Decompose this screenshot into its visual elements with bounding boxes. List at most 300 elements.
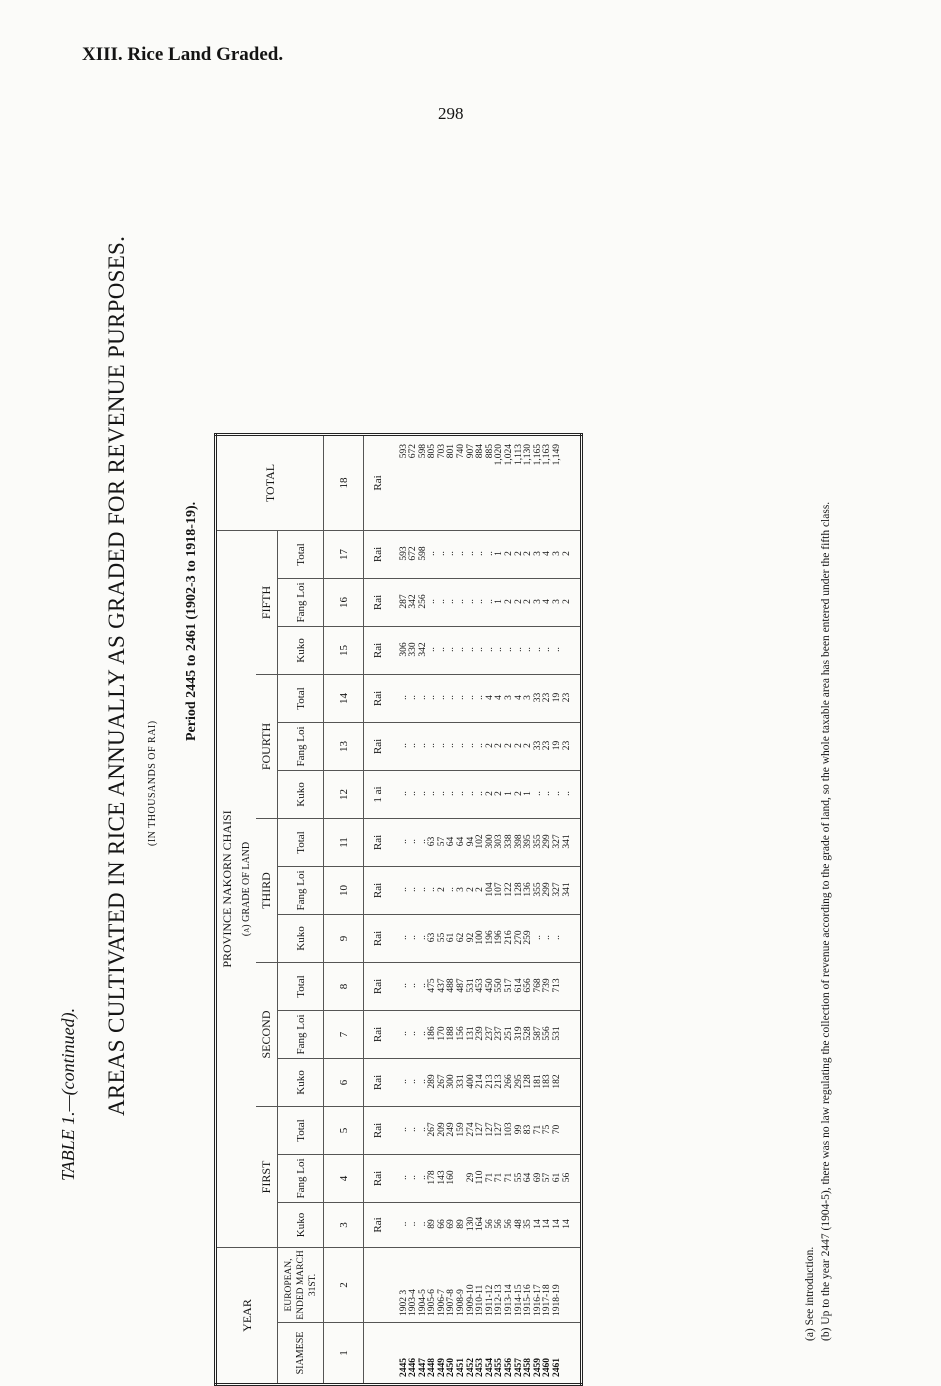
table-cell: .. [484, 551, 495, 556]
table-cell: .. [465, 551, 476, 556]
column-unit: Rai [364, 963, 392, 1011]
table-cell: .. [398, 1221, 409, 1227]
footnote-a: (a) See introduction. [804, 1246, 816, 1341]
table-cell: 1915-16 [523, 1284, 534, 1316]
table-cell: 127 [494, 1122, 505, 1137]
table-cell: 528 [523, 1026, 534, 1041]
table-cell: 69 [446, 1219, 457, 1229]
table-cell: 35 [523, 1219, 534, 1229]
table-cell: .. [398, 1079, 409, 1084]
table-cell: .. [456, 599, 467, 604]
table-cell: 23 [561, 740, 572, 751]
table-cell: 29 [465, 1172, 476, 1183]
table-cell: 14 [552, 1219, 562, 1229]
table-cell: 1916-17 [532, 1284, 543, 1316]
table-cell: 267 [427, 1122, 438, 1137]
table-cell: 2 [513, 743, 524, 748]
sub-header: Total [278, 1107, 324, 1155]
table-cell: 209 [436, 1122, 447, 1137]
rice-land-table [214, 433, 583, 1386]
table-cell: 182 [552, 1074, 562, 1089]
table-cell: 531 [465, 978, 476, 993]
table-cell: .. [417, 887, 428, 892]
table-cell: 2456 [504, 1358, 515, 1377]
table-cell: 593 [398, 546, 409, 561]
column-number: 7 [324, 1011, 364, 1059]
table-cell: .. [532, 791, 543, 796]
table-cell: 102 [475, 834, 486, 849]
table-cell: 2445 [398, 1358, 409, 1377]
table-cell: .. [504, 647, 515, 652]
table-cell: .. [398, 743, 409, 748]
table-cell: 884 [475, 444, 486, 459]
table-cell: 56 [484, 1219, 495, 1229]
table-cell: 1,130 [523, 444, 534, 466]
column-number: 2 [324, 1248, 364, 1323]
grade-third-header: THIRD [256, 819, 278, 963]
column-unit [364, 1323, 392, 1385]
table-cell: 63 [427, 932, 438, 943]
period-label: Period 2445 to 2461 (1902-3 to 1918-19). [184, 501, 199, 741]
table-cell: 289 [427, 1074, 438, 1089]
table-cell: 2 [523, 599, 534, 604]
data-column-7 [392, 1011, 582, 1059]
table-cell: 713 [552, 978, 562, 993]
table-cell: .. [465, 695, 476, 700]
table-cell: 4 [484, 695, 495, 700]
table-cell: 450 [484, 978, 495, 993]
column-number: 9 [324, 915, 364, 963]
data-column-12 [392, 771, 582, 819]
column-number: 5 [324, 1107, 364, 1155]
footnote-b: (b) Up to the year 2447 (1904-5), there was no law regulating the collection of revenue according to the grade of land, so the whole taxable area has been entered under the fifth class. [820, 501, 832, 1341]
table-cell: 3 [504, 695, 515, 700]
table-cell: 295 [513, 1074, 524, 1089]
table-cell: .. [456, 647, 467, 652]
table-cell: .. [417, 1127, 428, 1132]
table-cell: 62 [456, 932, 467, 943]
table-cell: .. [552, 647, 562, 652]
table-cell: 61 [552, 1172, 562, 1183]
table-cell: 2451 [456, 1358, 467, 1377]
page-number: 298 [438, 104, 464, 123]
column-number: 17 [324, 531, 364, 579]
table-cell: 128 [523, 1074, 534, 1089]
table-cell: 71 [504, 1172, 515, 1183]
table-cell: .. [561, 791, 572, 796]
table-cell: 2446 [408, 1358, 419, 1377]
table-cell: 300 [446, 1074, 457, 1089]
table-cell: 395 [523, 834, 534, 849]
table-cell: 186 [427, 1026, 438, 1041]
table-cell: 56 [504, 1219, 515, 1229]
column-number: 16 [324, 579, 364, 627]
table-cell: 170 [436, 1026, 447, 1041]
table-cell: 1,020 [494, 444, 505, 466]
data-column-6 [392, 1059, 582, 1107]
main-title: AREAS CULTIVATED IN RICE ANNUALLY AS GRADED FOR REVENUE PURPOSES. [104, 235, 129, 1116]
table-cell: .. [398, 1127, 409, 1132]
table-cell: 4 [542, 599, 553, 604]
table-cell: 1913-14 [504, 1284, 515, 1316]
sub-header: Fang Loi [278, 867, 324, 915]
table-cell: 1,024 [504, 444, 515, 466]
table-cell: .. [465, 599, 476, 604]
table-cell: 1 [494, 551, 505, 556]
column-unit: Rai [364, 531, 392, 579]
data-column-5 [392, 1107, 582, 1155]
table-cell: 99 [513, 1124, 524, 1135]
column-unit: 1 ai [364, 771, 392, 819]
table-cell: 299 [542, 834, 553, 849]
table-cell: 1 [494, 599, 505, 604]
table-cell: 104 [484, 882, 495, 897]
table-cell: 1905-6 [427, 1289, 438, 1316]
table-cell: 130 [465, 1216, 476, 1232]
table-cell: 2 [436, 887, 447, 892]
table-cell: .. [398, 935, 409, 940]
table-cell: 23 [542, 692, 553, 703]
table-cell: .. [436, 743, 447, 748]
column-unit: Rai [364, 1059, 392, 1107]
table-cell: 341 [561, 882, 572, 897]
table-cell: .. [465, 743, 476, 748]
table-cell: 75 [542, 1124, 553, 1135]
data-column-15 [392, 627, 582, 675]
table-cell: .. [408, 839, 419, 844]
table-cell: .. [532, 647, 543, 652]
table-cell: 66 [436, 1219, 447, 1229]
table-cell: .. [427, 599, 438, 604]
table-cell: .. [417, 743, 428, 748]
table-cell: 131 [465, 1026, 476, 1041]
table-cell: 598 [417, 444, 428, 459]
table-title: TABLE 1.—(continued). [58, 1007, 78, 1181]
table-cell: 672 [408, 546, 419, 561]
table-cell: .. [427, 647, 438, 652]
column-number: 8 [324, 963, 364, 1011]
sub-header: Kuko [278, 627, 324, 675]
table-cell: 739 [542, 978, 553, 993]
table-cell: 531 [552, 1026, 562, 1041]
sub-header: Kuko [278, 771, 324, 819]
grade-fifth-header: FIFTH [256, 531, 278, 675]
table-cell: .. [436, 791, 447, 796]
table-cell: 127 [484, 1122, 495, 1137]
table-cell: 237 [484, 1026, 495, 1041]
table-cell: 2460 [542, 1358, 553, 1377]
table-cell: .. [408, 1221, 419, 1227]
sub-header: Fang Loi [278, 723, 324, 771]
table-cell: 267 [436, 1074, 447, 1089]
grade-fourth-header: FOURTH [256, 675, 278, 819]
table-cell: 330 [408, 642, 419, 657]
table-cell: 342 [408, 594, 419, 609]
table-cell: 183 [542, 1074, 553, 1089]
table-cell: 331 [456, 1074, 467, 1089]
table-cell: 885 [484, 444, 495, 459]
sub-header: Fang Loi [278, 1011, 324, 1059]
table-cell: .. [408, 1127, 419, 1132]
table-cell: 110 [475, 1170, 486, 1185]
data-column-4 [392, 1155, 582, 1203]
table-cell: 1918-19 [552, 1284, 562, 1316]
table-cell: 3 [456, 887, 467, 892]
table-cell: .. [475, 695, 486, 700]
column-number: 4 [324, 1155, 364, 1203]
year-header: YEAR [216, 1248, 278, 1385]
table-cell: 64 [446, 836, 457, 847]
table-cell: .. [456, 695, 467, 700]
table-cell: 160 [446, 1170, 457, 1185]
table-cell: 178 [427, 1170, 438, 1185]
table-cell: 2 [475, 887, 486, 892]
table-cell: 23 [561, 692, 572, 703]
table-cell: 48 [513, 1219, 524, 1229]
data-column-16 [392, 579, 582, 627]
table-cell: .. [408, 935, 419, 940]
table-cell: 19 [552, 740, 562, 751]
table-cell: .. [427, 791, 438, 796]
column-number: 10 [324, 867, 364, 915]
table-cell: 23 [542, 740, 553, 751]
data-column-1 [392, 1323, 582, 1385]
data-column-13 [392, 723, 582, 771]
table-cell: .. [417, 839, 428, 844]
table-cell: .. [417, 695, 428, 700]
table-cell: .. [542, 791, 553, 796]
column-number: 3 [324, 1203, 364, 1248]
table-cell: 274 [465, 1122, 476, 1137]
table-cell: 3 [532, 599, 543, 604]
table-cell: 156 [456, 1026, 467, 1041]
table-cell: 69 [532, 1172, 543, 1183]
table-cell: 2448 [427, 1358, 438, 1377]
table-cell: 55 [436, 932, 447, 943]
table-cell: 14 [561, 1219, 572, 1229]
table-cell: .. [446, 695, 457, 700]
table-cell: .. [408, 791, 419, 796]
european-header: EUROPEAN, ENDED MARCH 31ST. [278, 1248, 324, 1323]
table-cell: 196 [484, 930, 495, 945]
table-cell: 3 [552, 551, 562, 556]
table-cell: .. [494, 647, 505, 652]
table-cell: 327 [552, 834, 562, 849]
table-cell: 587 [532, 1026, 543, 1041]
sub-header: Total [278, 963, 324, 1011]
table-cell: .. [475, 551, 486, 556]
column-unit: Rai [364, 435, 392, 531]
table-cell: 703 [436, 444, 447, 459]
table-cell: 4 [494, 695, 505, 700]
table-cell: 188 [446, 1026, 457, 1041]
table-cell: 1910-11 [475, 1284, 486, 1316]
table-cell: .. [436, 695, 447, 700]
table-cell: 259 [523, 930, 534, 945]
table-cell: 2461 [552, 1358, 562, 1377]
table-cell: 672 [408, 444, 419, 459]
table-cell: 2 [513, 551, 524, 556]
table-cell: .. [417, 1031, 428, 1036]
grade-first-header: FIRST [256, 1107, 278, 1248]
table-cell: .. [446, 647, 457, 652]
table-cell: .. [446, 551, 457, 556]
table-cell: 453 [475, 978, 486, 993]
units-note: (IN THOUSANDS OF RAI) [147, 720, 158, 846]
table-cell: 907 [465, 444, 476, 459]
table-cell: 89 [456, 1219, 467, 1229]
table-cell: 33 [532, 740, 543, 751]
table-cell: 63 [427, 836, 438, 847]
table-cell: 1,165 [532, 444, 543, 466]
table-cell: 57 [542, 1172, 553, 1183]
table-cell: 1,163 [542, 444, 553, 466]
table-cell: 100 [475, 930, 486, 945]
column-unit: Rai [364, 675, 392, 723]
column-number: 15 [324, 627, 364, 675]
table-cell: 801 [446, 444, 457, 459]
table-cell: .. [417, 1079, 428, 1084]
table-cell: 270 [513, 930, 524, 945]
table-cell: 4 [513, 695, 524, 700]
table-cell: 1906-7 [436, 1289, 447, 1316]
column-unit: Rai [364, 1203, 392, 1248]
table-cell: 2454 [484, 1358, 495, 1377]
table-cell: 159 [456, 1122, 467, 1137]
table-cell: 2 [561, 551, 572, 556]
table-cell: .. [398, 695, 409, 700]
column-unit: Rai [364, 579, 392, 627]
table-cell: 2457 [513, 1358, 524, 1377]
table-cell: .. [427, 695, 438, 700]
table-cell: 593 [398, 444, 409, 459]
sub-header: Total [278, 531, 324, 579]
table-cell: 2 [513, 599, 524, 604]
table-cell: 216 [504, 930, 515, 945]
table-cell: 181 [532, 1074, 543, 1089]
sub-header: Kuko [278, 1203, 324, 1248]
grade-of-land-header: (a) GRADE OF LAND [238, 531, 256, 1248]
column-unit [364, 1248, 392, 1323]
table-cell: 89 [427, 1219, 438, 1229]
table-cell: 128 [513, 882, 524, 897]
table-cell: 805 [427, 444, 438, 459]
column-number: 6 [324, 1059, 364, 1107]
table-cell: 2458 [523, 1358, 534, 1377]
table-cell: 2 [504, 599, 515, 604]
sub-header: Kuko [278, 915, 324, 963]
table-cell: 64 [456, 836, 467, 847]
column-unit: Rai [364, 1107, 392, 1155]
table-cell: 1,149 [552, 444, 562, 466]
table-cell: .. [408, 743, 419, 748]
table-cell: 64 [523, 1172, 534, 1183]
table-cell: 213 [494, 1074, 505, 1089]
column-number: 14 [324, 675, 364, 723]
table-cell: 164 [475, 1216, 486, 1232]
table-cell: .. [465, 791, 476, 796]
column-unit: Rai [364, 627, 392, 675]
table-cell: .. [408, 1031, 419, 1036]
table-cell: 2453 [475, 1358, 486, 1377]
table-cell: 550 [494, 978, 505, 993]
table-cell: .. [475, 599, 486, 604]
table-cell: 1911-12 [484, 1284, 495, 1316]
table-cell: 488 [446, 978, 457, 993]
table-cell: 83 [523, 1124, 534, 1135]
table-cell: 256 [417, 594, 428, 609]
column-unit: Rai [364, 1155, 392, 1203]
table-cell: 213 [484, 1074, 495, 1089]
table-cell: 1904-5 [417, 1289, 428, 1316]
table-cell: .. [542, 935, 553, 940]
table-cell: 251 [504, 1026, 515, 1041]
table-cell: .. [552, 791, 562, 796]
table-cell: .. [446, 599, 457, 604]
table-cell: 614 [513, 978, 524, 993]
table-cell: 1903-4 [408, 1289, 419, 1316]
table-cell: 4 [542, 551, 553, 556]
table-cell: 300 [484, 834, 495, 849]
column-number: 1 [324, 1323, 364, 1385]
table-cell: 14 [542, 1219, 553, 1229]
data-column-14 [392, 675, 582, 723]
table-cell: 71 [494, 1172, 505, 1183]
table-cell: 1917-18 [542, 1284, 553, 1316]
table-cell: 517 [504, 978, 515, 993]
data-column-17 [392, 531, 582, 579]
table-cell: 1,113 [513, 444, 524, 466]
table-cell: .. [408, 983, 419, 988]
table-cell: 303 [494, 834, 505, 849]
data-column-8 [392, 963, 582, 1011]
table-cell: 33 [532, 692, 543, 703]
table-cell: .. [398, 1031, 409, 1036]
table-cell: .. [427, 743, 438, 748]
table-cell: 266 [504, 1074, 515, 1089]
table-cell: 342 [417, 642, 428, 657]
table-cell: .. [408, 695, 419, 700]
table-cell: 249 [446, 1122, 457, 1137]
table-cell: 2449 [436, 1358, 447, 1377]
column-number: 18 [324, 435, 364, 531]
table-cell: 239 [475, 1026, 486, 1041]
table-cell: 1 [504, 791, 515, 796]
table-cell: 338 [504, 834, 515, 849]
table-cell: .. [552, 935, 562, 940]
table-cell: 2455 [494, 1358, 505, 1377]
table-cell: 341 [561, 834, 572, 849]
table-cell: 2 [494, 791, 505, 796]
table-cell: 71 [532, 1124, 543, 1135]
table-cell: 355 [532, 834, 543, 849]
table-cell: 1908-9 [456, 1289, 467, 1316]
table-cell: .. [456, 743, 467, 748]
table-cell: .. [417, 1221, 428, 1227]
table-cell: 1902 3 [398, 1289, 409, 1316]
table-cell: .. [417, 791, 428, 796]
table-cell: .. [417, 935, 428, 940]
table-cell: .. [523, 647, 534, 652]
section-title: XIII. Rice Land Graded. [82, 44, 284, 65]
column-number: 13 [324, 723, 364, 771]
table-cell: .. [427, 887, 438, 892]
table-cell: 3 [532, 551, 543, 556]
table-cell: 136 [523, 882, 534, 897]
table-cell: 2459 [532, 1358, 543, 1377]
data-column-3 [392, 1203, 582, 1248]
table-cell: 2 [523, 743, 534, 748]
